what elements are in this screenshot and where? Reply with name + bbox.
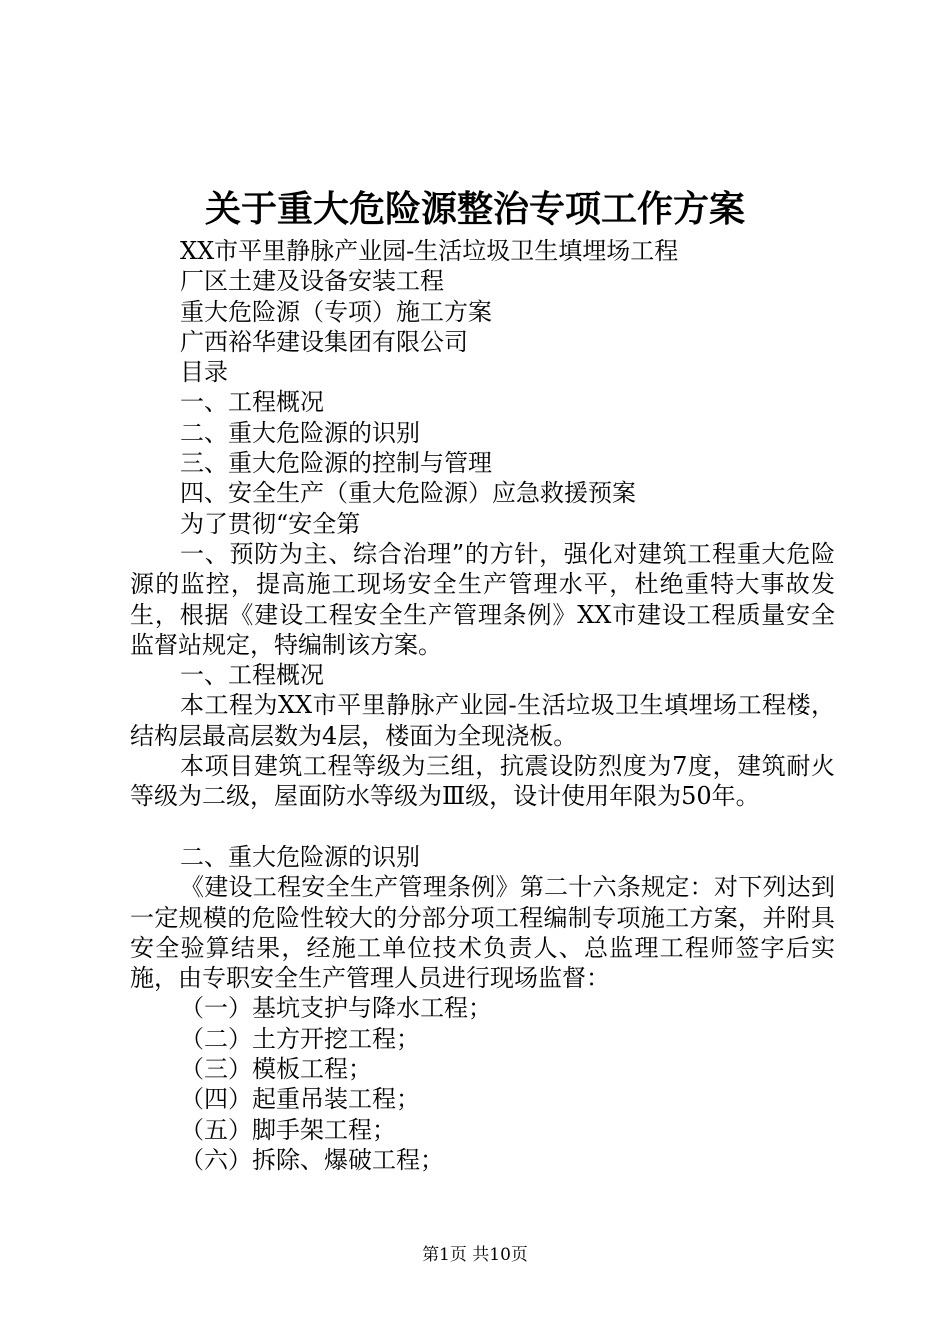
list-item: （三）模板工程； [180, 1055, 372, 1084]
document-body [130, 236, 835, 1175]
toc-item: 三、重大危险源的控制与管理 [180, 449, 492, 478]
toc-heading: 目录 [180, 358, 228, 387]
header-line-company: 广西裕华建设集团有限公司 [180, 327, 468, 356]
list-item: （四）起重吊装工程； [180, 1085, 420, 1114]
page-number-footer: 第1页 共10页 [422, 1245, 528, 1265]
toc-item: 一、工程概况 [180, 388, 324, 417]
header-line-project: XX市平里静脉产业园-生活垃圾卫生填埋场工程 [180, 237, 679, 265]
toc-item: 二、重大危险源的识别 [180, 418, 420, 447]
list-item: （六）拆除、爆破工程； [180, 1145, 444, 1174]
intro-line: 为了贯彻“安全第 [180, 509, 361, 538]
list-item: （五）脚手架工程； [180, 1115, 396, 1144]
paragraph-regulation: 《建设工程安全生产管理条例》第二十六条规定：对下列达到一定规模的危险性较大的分部分项工程编制专项施工方案，并附具安全验算结果，经施工单位技术负责人、总监理工程师签字后实施，由专职安全生产管理人员进行现场监督： [130, 873, 835, 993]
toc-item: 四、安全生产（重大危险源）应急救援预案 [180, 479, 636, 508]
document-title: 关于重大危险源整治专项工作方案 [204, 188, 745, 230]
list-item: （一）基坑支护与降水工程； [180, 994, 492, 1023]
paragraph-project-description: 本工程为XX市平里静脉产业园-生活垃圾卫生填埋场工程楼，结构层最高层数为4层，楼面为全现浇板。 [130, 691, 835, 750]
blank-line [130, 812, 835, 842]
section-heading-overview: 一、工程概况 [180, 661, 324, 690]
list-item: （二）土方开挖工程； [180, 1024, 420, 1053]
header-line-plan-name: 重大危险源（专项）施工方案 [180, 297, 492, 326]
paragraph-building-grade: 本项目建筑工程等级为三组，抗震设防烈度为7度，建筑耐火等级为二级，屋面防水等级为Ⅲ级，设计使用年限为50年。 [130, 752, 835, 811]
section-heading-identification: 二、重大危险源的识别 [180, 842, 420, 871]
header-line-scope: 厂区土建及设备安装工程 [180, 267, 444, 296]
paragraph-policy: 一、预防为主、综合治理”的方针，强化对建筑工程重大危险源的监控，提高施工现场安全生产管理水平，杜绝重特大事故发生，根据《建设工程安全生产管理条例》XX市建设工程质量安全监督站规定，特编制该方案。 [130, 539, 835, 659]
